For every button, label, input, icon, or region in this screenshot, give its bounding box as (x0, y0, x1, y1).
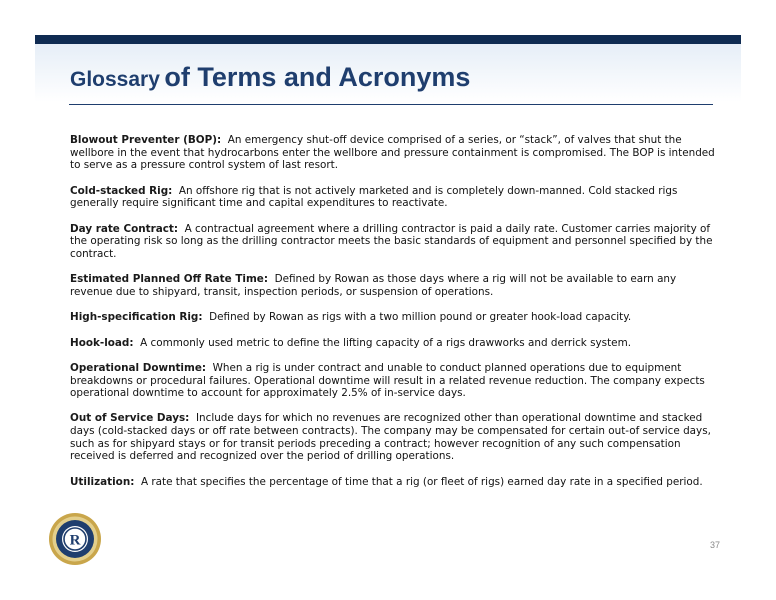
glossary-definition: Include days for which no revenues are recognized other than operational downtime and stacked days (cold-stacked days or off rate between contracts). The company may be compensated for certain out-of service days, such as for shipyard stays or for transit periods preceding a contract; however recognition of any such compensation received is deferred and recognized over the period of drilling operations. (70, 412, 711, 463)
glossary-definition: An offshore rig that is not actively marketed and is completely down-manned. Cold stacked rigs generally require significant time and capital expenditures to reactivate. (70, 184, 678, 210)
glossary-term: High-specification Rig: (70, 311, 203, 324)
glossary-definition: Defined by Rowan as those days where a rig will not be available to earn any revenue due to shipyard, transit, inspection periods, or suspension of operations. (70, 273, 677, 298)
glossary-definition: A commonly used metric to define the lifting capacity of a rigs drawworks and derrick system. (140, 336, 631, 349)
glossary-definition: Defined by Rowan as rigs with a two million pound or greater hook-load capacity. (209, 311, 632, 324)
header-top-bar (35, 35, 741, 44)
glossary-definition: A contractual agreement where a drilling contractor is paid a daily rate. Customer carries majority of the operating risk so long as the drilling contractor meets the basic standards of equipment and personnel specified by the contract. (70, 222, 713, 260)
glossary-entry-high-specification-rig (70, 311, 720, 324)
glossary-term: Out of Service Days: (70, 412, 190, 425)
glossary-entry-operational-downtime (70, 362, 720, 400)
glossary-term: Utilization: (70, 475, 135, 488)
page-title (70, 62, 470, 93)
glossary-term: Blowout Preventer (BOP): (70, 134, 222, 146)
glossary-entry-out-of-service-days (70, 412, 720, 462)
glossary-list (70, 134, 720, 501)
glossary-term: Hook-load: (70, 336, 134, 349)
rowan-seal-logo-icon (48, 512, 102, 566)
glossary-term: Cold-stacked Rig: (70, 184, 173, 197)
glossary-entry-utilization (70, 476, 720, 489)
page-title-main: of Terms and Acronyms (164, 62, 471, 92)
logo-letter: R (69, 532, 81, 549)
glossary-entry-cold-stacked-rig (70, 185, 720, 210)
glossary-term: Estimated Planned Off Rate Time: (70, 273, 268, 286)
glossary-entry-planned-off-rate-time (70, 273, 720, 298)
glossary-entry-hook-load (70, 337, 720, 350)
page-title-prefix: Glossary (70, 68, 160, 91)
glossary-definition: A rate that specifies the percentage of time that a rig (or fleet of rigs) earned day rate in a specified period. (140, 475, 703, 488)
glossary-entry-day-rate-contract (70, 223, 720, 261)
page-number: 37 (710, 540, 721, 550)
glossary-term: Day rate Contract: (70, 222, 179, 235)
title-divider (69, 104, 713, 105)
glossary-entry-bop (70, 134, 720, 172)
glossary-definition: An emergency shut-off device comprised of a series, or “stack”, of valves that shut the wellbore in the event that hydrocarbons enter the wellbore and pressure containment is compromised. The BOP is intended to serve as a pressure control system of last resort. (70, 134, 715, 172)
glossary-term: Operational Downtime: (70, 361, 207, 374)
glossary-definition: When a rig is under contract and unable to conduct planned operations due to equipment breakdowns or procedural failures. Operational downtime will result in a related revenue reduction. The company expects operational downtime to account for approximately 2.5% of in-service days. (70, 361, 705, 400)
